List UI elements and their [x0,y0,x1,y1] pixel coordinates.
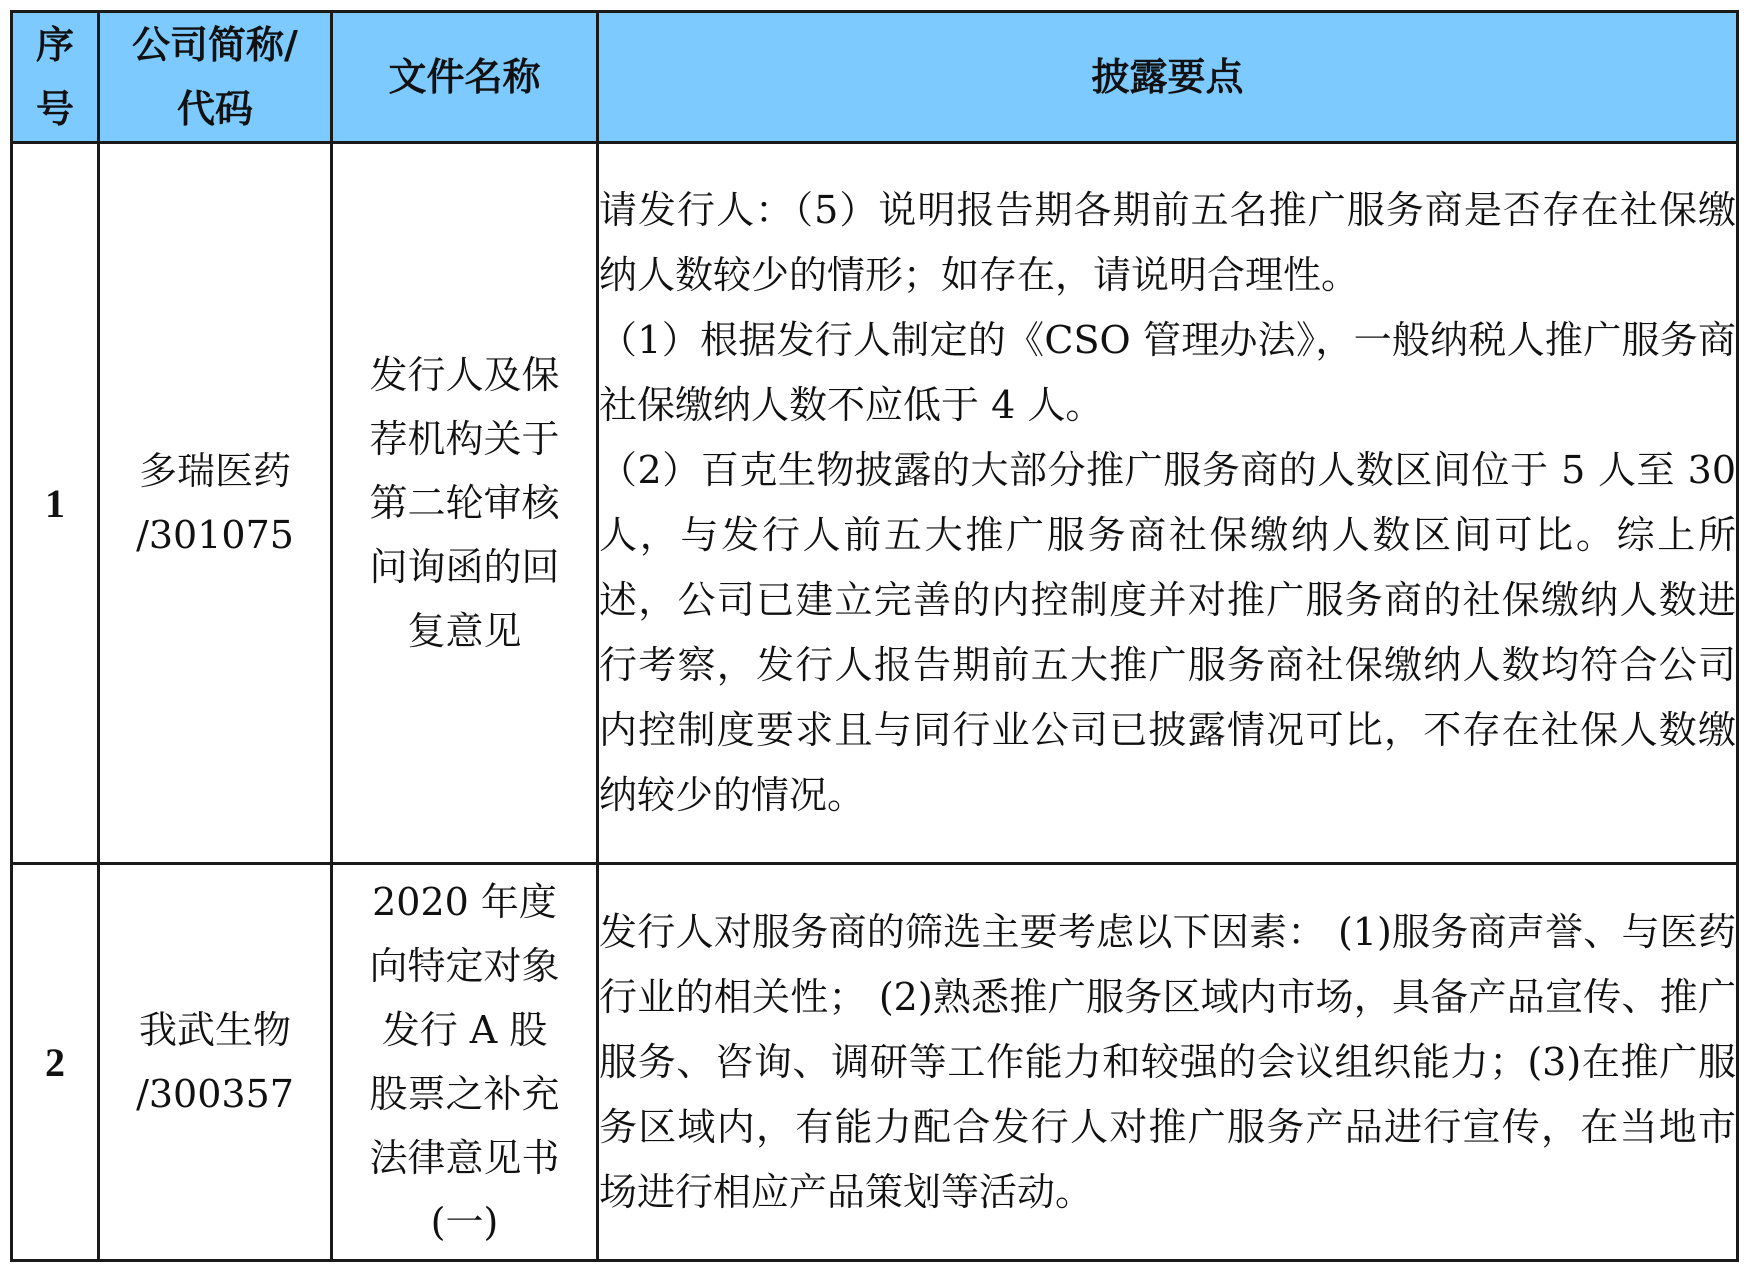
file-name-line: 复意见 [407,609,522,653]
header-company [99,12,332,143]
file-name-line: 发行人及保 [369,353,560,397]
header-file-name: 文件名称 [332,12,598,143]
header-disclosure-points: 披露要点 [598,12,1738,143]
row-file-name [332,143,598,864]
header-serial-number [12,12,99,143]
row-disclosure-points [598,864,1738,1261]
row-serial-number: 1 [12,143,99,864]
file-name-line: 发行 A 股 [381,1008,548,1052]
file-name-line: 股票之补充 [369,1072,560,1116]
table-header [12,12,1738,143]
company-code: /300357 [136,1072,294,1116]
disclosure-paragraph: 发行人对服务商的筛选主要考虑以下因素： (1)服务商声誉、与医药行业的相关性； (2)熟悉推广服务区域内市场，具备产品宣传、推广服务、咨询、调研等工作能力和较强的会议组织能力；(3)在推广服务区域内，有能力配合发行人对推广服务产品进行宣传，在当地市场进行相应产品策划等活动。 [599,909,1736,1214]
file-name-line: 法律意见书 [369,1136,560,1180]
file-name-line: 向特定对象 [369,944,560,988]
header-serial-line-1: 序 [35,22,74,67]
row-company [99,864,332,1261]
header-company-line-1: 公司简称/ [132,22,298,67]
table-row [12,143,1738,864]
disclosure-table [10,10,1739,1262]
company-code: /301075 [136,513,294,557]
row-company [99,143,332,864]
row-disclosure-points [598,143,1738,864]
company-name: 我武生物 [138,1008,291,1052]
file-name-line: 2020 年度 [372,880,557,924]
header-row [12,12,1738,143]
disclosure-paragraph: （2）百克生物披露的大部分推广服务商的人数区间位于 5 人至 30 人，与发行人前五大推广服务商社保缴纳人数区间可比。综上所述，公司已建立完善的内控制度并对推广服务商的社保缴纳人数进行考察，发行人报告期前五大推广服务商社保缴纳人数均符合公司内控制度要求且与同行业公司已披露情况可比，不存在社保人数缴纳较少的情况。 [599,448,1736,817]
file-name-line: (一) [430,1200,499,1244]
row-serial-number: 2 [12,864,99,1261]
header-serial-line-2: 号 [35,86,74,131]
file-name-line: 第二轮审核 [369,481,560,525]
company-name: 多瑞医药 [138,449,291,493]
file-name-line: 问询函的回 [369,545,560,589]
table-row [12,864,1738,1261]
disclosure-paragraph: 请发行人：（5）说明报告期各期前五名推广服务商是否存在社保缴纳人数较少的情形；如存在，请说明合理性。 [599,188,1736,297]
file-name-line: 荐机构关于 [369,417,560,461]
disclosure-paragraph: （1）根据发行人制定的《CSO 管理办法》，一般纳税人推广服务商社保缴纳人数不应低于 4 人。 [599,318,1736,427]
row-file-name [332,864,598,1261]
table-body [12,143,1738,1261]
header-company-line-2: 代码 [176,86,253,131]
